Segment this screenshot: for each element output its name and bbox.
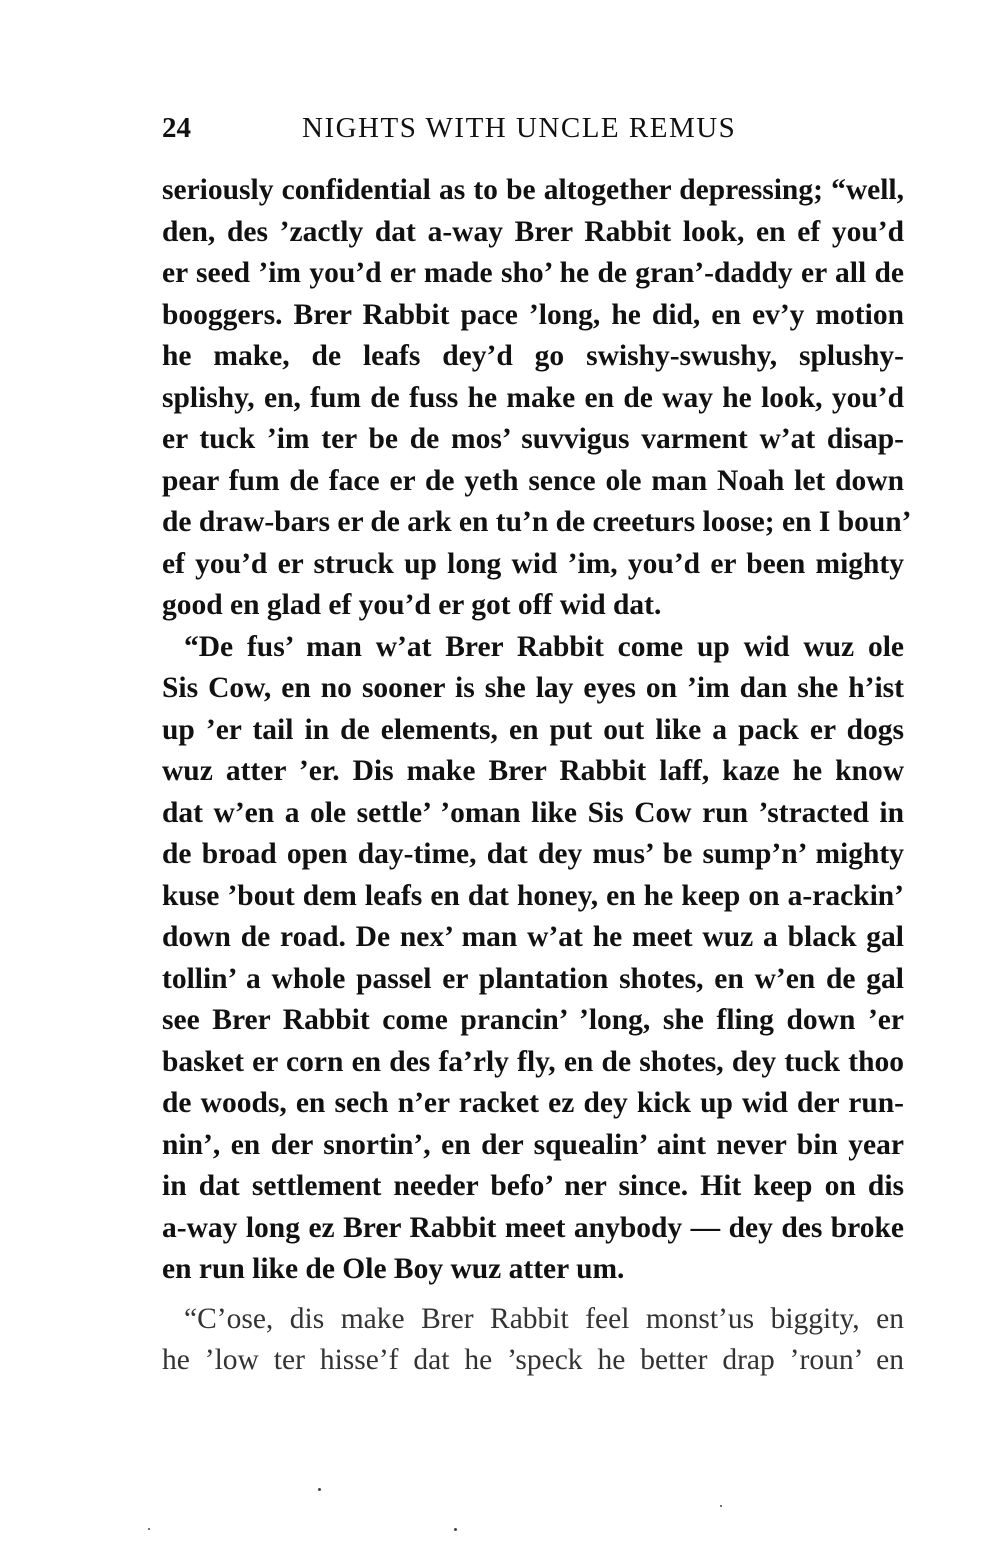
text-line: ef you’d er struck up long wid ’im, you’d er been mighty — [162, 547, 904, 580]
text-line: de woods, en sech n’er racket ez dey kick up wid der run- — [162, 1087, 904, 1119]
scan-speck — [148, 1528, 150, 1530]
scan-speck — [318, 1488, 321, 1491]
text-line: Sis Cow, en no sooner is she lay eyes on ’im dan she h’ist — [162, 672, 904, 704]
text-line: up ’er tail in de elements, en put out like a pack er dogs — [162, 713, 904, 746]
text-line: in dat settlement needer befo’ ner since. Hit keep on dis — [162, 1170, 904, 1202]
running-title: NIGHTS WITH UNCLE REMUS — [302, 112, 737, 144]
text-line: en run like de Ole Boy wuz atter um. — [162, 1253, 625, 1285]
scan-speck — [720, 1505, 722, 1507]
paragraph-gap — [162, 1291, 904, 1299]
text-line: a-way long ez Brer Rabbit meet anybody — dey des broke — [162, 1211, 904, 1244]
text-line: den, des ’zactly dat a-way Brer Rabbit look, en ef you’d — [162, 215, 904, 248]
body-text — [162, 170, 912, 1382]
text-line: good en glad ef you’d er got off wid dat. — [162, 589, 662, 621]
text-line: seriously confidential as to be altogether depressing; “well, — [162, 174, 904, 206]
text-line: booggers. Brer Rabbit pace ’long, he did, en ev’y motion — [162, 298, 904, 331]
text-line: splishy, en, fum de fuss he make en de way he look, you’d — [162, 381, 904, 414]
page-header — [162, 112, 902, 152]
text-line: er seed ’im you’d er made sho’ he de gran’-daddy er all de — [162, 257, 904, 289]
text-line: see Brer Rabbit come prancin’ ’long, she fling down ’er — [162, 1004, 904, 1036]
text-line: he make, de leafs dey’d go swishy-swushy, splushy- — [162, 340, 904, 372]
text-line: kuse ’bout dem leafs en dat honey, en he keep on a-rackin’ — [162, 879, 904, 912]
text-line: de broad open day-time, dat dey mus’ be sump’n’ mighty — [162, 838, 904, 870]
text-line: nin’, en der snortin’, en der squealin’ aint never bin year — [162, 1128, 904, 1161]
text-line: he ’low ter hisse’f dat he ’speck he better drap ’roun’ en — [162, 1344, 904, 1376]
text-line: “C’ose, dis make Brer Rabbit feel monst’us biggity, en — [184, 1302, 904, 1335]
scan-speck — [454, 1528, 457, 1531]
text-line: er tuck ’im ter be de mos’ suvvigus varment w’at disap- — [162, 423, 904, 455]
text-line: tollin’ a whole passel er plantation shotes, en w’en de gal — [162, 962, 904, 995]
text-line: dat w’en a ole settle’ ’oman like Sis Cow run ’stracted in — [162, 796, 904, 829]
text-line: pear fum de face er de yeth sence ole man Noah let down — [162, 464, 904, 497]
text-line: “De fus’ man w’at Brer Rabbit come up wid wuz ole — [184, 630, 904, 663]
text-line: wuz atter ’er. Dis make Brer Rabbit laff, kaze he know — [162, 755, 904, 787]
page-number: 24 — [162, 112, 191, 144]
text-line: down de road. De nex’ man w’at he meet wuz a black gal — [162, 921, 904, 953]
text-line: de draw-bars er de ark en tu’n de creeturs loose; en I boun’ — [162, 506, 912, 538]
text-line: basket er corn en des fa’rly fly, en de shotes, dey tuck thoo — [162, 1045, 904, 1078]
